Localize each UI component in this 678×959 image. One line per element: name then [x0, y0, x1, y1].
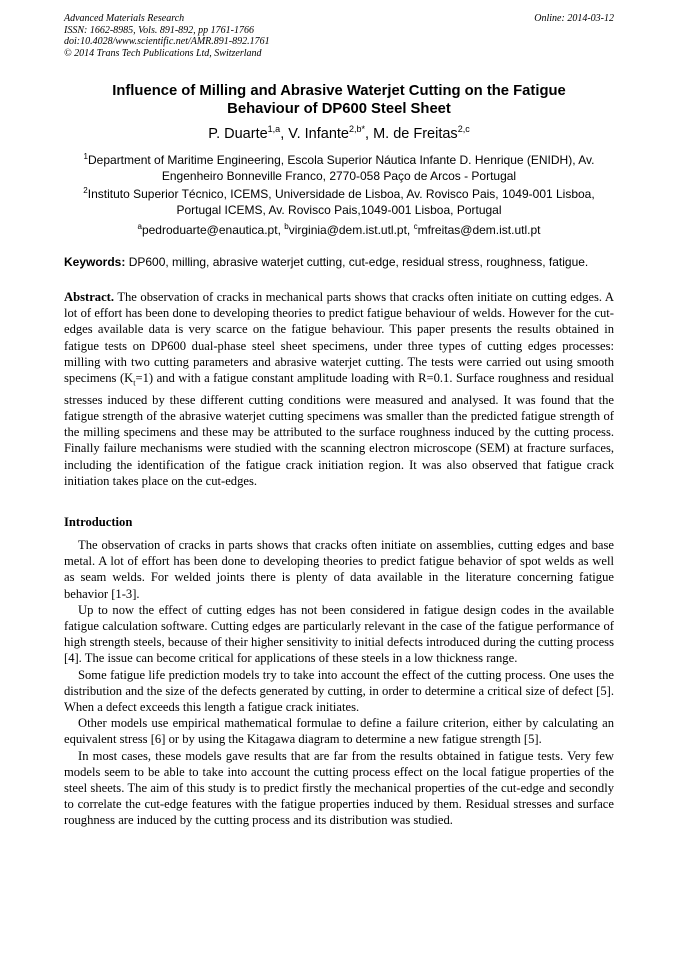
keywords-label: Keywords: [64, 255, 126, 269]
title-line-1: Influence of Milling and Abrasive Waterjet Cutting on the Fatigue [112, 83, 566, 99]
keywords [64, 254, 614, 270]
email-a-mark: a [137, 222, 142, 231]
affiliation-2-number: 2 [83, 186, 88, 195]
author-1: P. Duarte [208, 125, 268, 142]
email-c-mark: c [413, 222, 418, 231]
kt-subscript: t [133, 378, 136, 388]
intro-paragraph-3: Some fatigue life prediction models try to take into account the effect of the cutting process. One uses the distribution and the size of the defects generated by cutting, in order to determine a critical size of defect [5]. When a defect exceeds this length a fatigue crack initiates. [64, 667, 614, 715]
email-a: pedroduarte@enautica.pt, [141, 223, 285, 237]
author-3-affil: 2,c [457, 124, 470, 134]
author-emails [64, 219, 614, 238]
keywords-text: DP600, milling, abrasive waterjet cutting, cut-edge, residual stress, roughness, fatigue. [125, 255, 589, 269]
issn-line: ISSN: 1662-8985, Vols. 891-892, pp 1761-1766 [64, 24, 254, 36]
email-c: mfreitas@dem.ist.utl.pt [417, 223, 541, 237]
online-date: Online: 2014-03-12 [534, 13, 614, 24]
introduction-body [64, 537, 614, 829]
affiliation-2 [64, 183, 614, 218]
affiliation-1-line-2: Engenheiro Bonneville Franco, 2770-058 Paço de Arcos - Portugal [161, 169, 517, 183]
author-sep-1: , [280, 125, 289, 142]
title-line-2: Behaviour of DP600 Steel Sheet [227, 101, 451, 117]
affiliation-2-line-2: Portugal ICEMS, Av. Rovisco Pais,1049-001 Lisboa, Portugal [176, 203, 502, 217]
email-b-mark: b [284, 222, 289, 231]
affiliation-1-number: 1 [83, 152, 88, 161]
copyright-line: © 2014 Trans Tech Publications Ltd, Switzerland [64, 47, 262, 59]
introduction-heading: Introduction [64, 515, 133, 529]
intro-paragraph-2: Up to now the effect of cutting edges has not been considered in fatigue design codes in the available fatigue calculation software. Cutting edges are particularly relevant in the case of the fatigue performance of high strength steels, because of their higher sensitivity to initial defects introduced during the cutting process [4]. The issue can become critical for applications of these steels in a low thickness range. [64, 602, 614, 666]
author-3: M. de Freitas [373, 125, 458, 142]
doi-line: doi:10.4028/www.scientific.net/AMR.891-892.1761 [64, 36, 270, 48]
author-1-affil: 1,a [267, 124, 281, 134]
journal-header [64, 13, 614, 59]
abstract-text-2: =1) and with a fatigue constant amplitude loading with R=0.1. Surface roughness and residual stresses induced by these different cutting conditions were measured and analysed. It was found that the fatigue strength of the abrasive waterjet cutting specimens was smaller than the predicted fatigue strength of the milling specimens and these may be attributed to the surface roughness induced by the cutting process. Finally failure mechanisms were studied with the scanning electron microscope (SEM) at fracture surfaces, including the identification of the fatigue crack initiation region. It was also observed that fatigue crack initiation takes place on the cut-edges. [64, 371, 614, 488]
journal-name: Advanced Materials Research [64, 13, 185, 24]
affiliation-1 [64, 149, 614, 184]
abstract-label: Abstract. [64, 290, 115, 304]
intro-paragraph-5: In most cases, these models gave results that are far from the results obtained in fatigue tests. Very few models seem to be able to take into account the cutting process effect on the local fatigue properties of the steel sheets. The aim of this study is to predict firstly the mechanical properties of the cut-edge and secondly to correlate the cut-edge features with the fatigue properties induced by them. Residual stresses and surface roughness are induced by the cutting process and its distribution was studied. [64, 748, 614, 828]
affiliation-2-line-1: Instituto Superior Técnico, ICEMS, Universidade de Lisboa, Av. Rovisco Pais, 1049-001 Lisboa, [87, 187, 595, 201]
author-2: V. Infante [288, 125, 349, 142]
abstract [64, 289, 614, 489]
affiliation-1-line-1: Department of Maritime Engineering, Escola Superior Náutica Infante D. Henrique (ENIDH), Av. [88, 153, 595, 167]
author-2-affil: 2,b* [349, 124, 366, 134]
intro-paragraph-1: The observation of cracks in parts shows that cracks often initiate on assemblies, cutting edges and base metal. A lot of effort has been done to developing theories to predict fatigue behavior of spot welds as well as seam welds. For welded joints there is plenty of data available in the literature concerning fatigue behavior [1-3]. [64, 538, 614, 601]
paper-title [64, 82, 614, 118]
abstract-text-1: The observation of cracks in mechanical parts shows that cracks often initiate on cutting edges. A lot of effort has been done to developing theories to predict fatigue behaviour of welds. However for the cut-edges available data is very scarce on the fatigue behaviour. This paper presents the results obtained in fatigue tests on DP600 dual-phase steel sheet specimens, under three types of cutting edges processes: milling with two cutting parameters and abrasive waterjet cutting. The tests were carried out using smooth specimens (K [64, 290, 614, 386]
author-list [64, 120, 614, 143]
author-sep-2: , [365, 125, 374, 142]
intro-paragraph-4: Other models use empirical mathematical formulae to define a failure criterion, either by calculating an equivalent stress [6] or by using the Kitagawa diagram to determine a new fatigue strength [5]. [64, 716, 614, 747]
email-b: virginia@dem.ist.utl.pt, [288, 223, 414, 237]
